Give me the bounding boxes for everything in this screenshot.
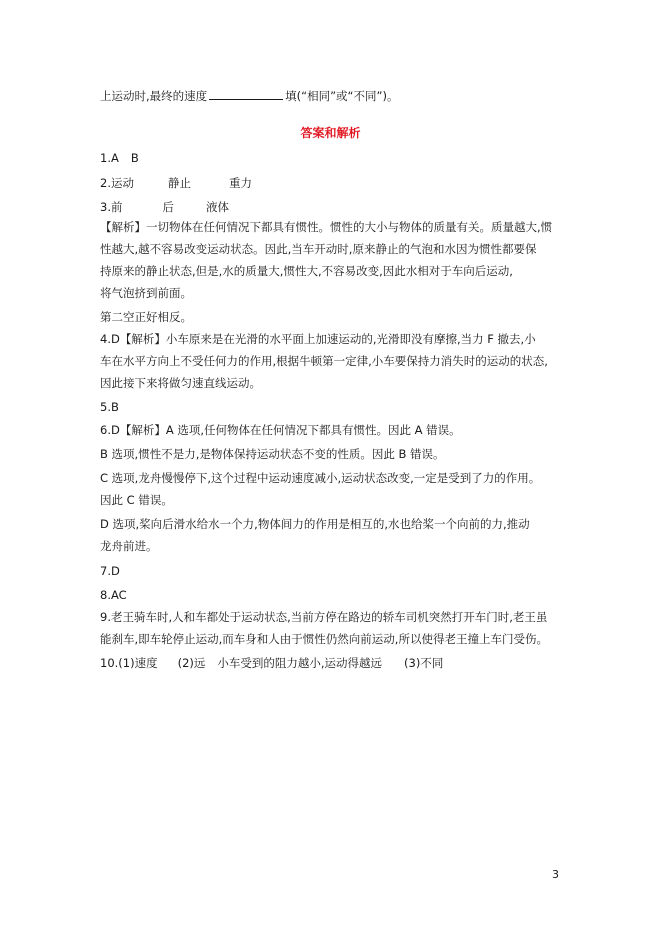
section-title: 答案和解析 — [300, 126, 361, 140]
answer-1 — [100, 151, 139, 165]
answer-6-line-4: 因此 C 错误。 — [100, 493, 173, 507]
answer-3-explanation-1: 【解析】一切物体在任何情况下都具有惯性。惯性的大小与物体的质量有关。质量越大,惯 — [100, 220, 553, 234]
answer-6-line-2: B 选项,惯性不是力,是物体保持运动状态不变的性质。因此 B 错误。 — [100, 447, 445, 461]
answer-3-explanation-2: 性越大,越不容易改变运动状态。因此,当车开动时,原来静止的气泡和水因为惯性都要保 — [100, 242, 537, 256]
answer-4-line-2: 车在水平方向上不受任何力的作用,根据牛顿第一定律,小车要保持力消失时的运动的状态, — [100, 354, 548, 368]
intro-line — [100, 88, 398, 103]
answer-3 — [100, 200, 229, 214]
answer-9-line-2: 能刹车,即车轮停止运动,而车身和人由于惯性仍然向前运动,所以使得老王撞上车门受伤。 — [100, 632, 548, 646]
answer-6-line-1: 6.D【解析】A 选项,任何物体在任何情况下都具有惯性。因此 A 错误。 — [100, 423, 461, 437]
answer-2-a: 2.运动 — [100, 176, 134, 190]
fill-blank — [209, 88, 283, 100]
answer-10-part-1: 10.(1)速度 — [100, 656, 158, 670]
answer-2-c: 重力 — [228, 176, 252, 190]
answer-2 — [100, 176, 252, 190]
page-number: 3 — [552, 868, 559, 881]
answer-6-line-5: D 选项,桨向后滑水给水一个力,物体间力的作用是相互的,水也给桨一个向前的力,推动 — [100, 517, 530, 531]
answer-6-line-6: 龙舟前进。 — [100, 539, 158, 553]
answer-3-b: 后 — [162, 200, 174, 214]
answer-10-part-3: 小车受到的阻力越小,运动得越远 — [217, 656, 383, 670]
answer-3-c: 液体 — [205, 200, 229, 214]
answer-8: 8.AC — [100, 588, 127, 602]
answer-3-explanation-4: 将气泡挤到前面。 — [100, 286, 192, 300]
answer-10-part-4: (3)不同 — [404, 656, 444, 670]
intro-text: 上运动时,最终的速度 — [100, 89, 208, 103]
answer-1-b: B — [130, 151, 139, 165]
answer-9-line-1: 9.老王骑车时,人和车都处于运动状态,当前方停在路边的轿车司机突然打开车门时,老王虽 — [100, 610, 548, 624]
answer-7: 7.D — [100, 564, 120, 578]
intro-text-end: 填(“相同”或“不同”)。 — [285, 89, 399, 103]
answer-10 — [100, 656, 443, 670]
answer-6-line-3: C 选项,龙舟慢慢停下,这个过程中运动速度减小,运动状态改变,一定是受到了力的作用。 — [100, 471, 541, 485]
answer-4-line-1: 4.D【解析】小车原来是在光滑的水平面上加速运动的,光滑即没有摩擦,当力 F 撤去,小 — [100, 332, 536, 346]
answer-3-extra: 第二空正好相反。 — [100, 310, 192, 324]
answer-3-explanation-3: 持原来的静止状态,但是,水的质量大,惯性大,不容易改变,因此水相对于车向后运动, — [100, 264, 513, 278]
answer-2-b: 静止 — [167, 176, 191, 190]
answer-3-a: 3.前 — [100, 200, 123, 214]
answer-4-line-3: 因此接下来将做匀速直线运动。 — [100, 376, 261, 390]
answer-1-a: 1.A — [100, 151, 119, 165]
answer-5: 5.B — [100, 400, 119, 414]
answer-10-part-2: (2)远 — [177, 656, 206, 670]
